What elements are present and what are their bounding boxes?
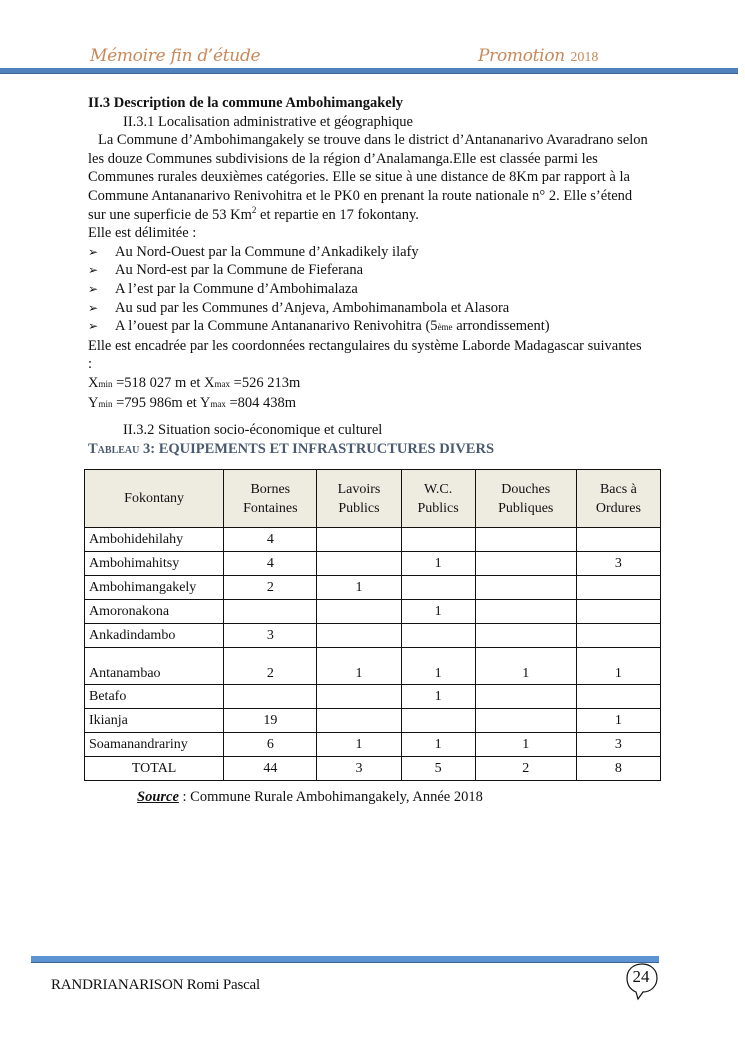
equipment-table: [84, 469, 661, 781]
arrow-bullet-icon: ➢: [88, 244, 99, 259]
header-right-title: [478, 46, 598, 66]
table-row: Ankadindambo 3: [85, 624, 661, 648]
list-item: ➢ Au sud par les Communes d’Anjeva, Ambohimanambola et Alasora: [88, 299, 510, 316]
delimited-intro: Elle est délimitée :: [88, 225, 197, 242]
column-header: Lavoirs Publics: [317, 470, 401, 528]
table-total-row: TOTAL 44 3 5 2 8: [85, 757, 661, 781]
coordinates-x: Xmin =518 027 m et Xmax =526 213m: [88, 374, 301, 391]
arrow-bullet-icon: ➢: [88, 281, 99, 296]
footer-author: RANDRIANARISON Romi Pascal: [51, 977, 260, 993]
column-header: W.C. Publics: [401, 470, 475, 528]
paragraph-localisation: La Commune d’Ambohimangakely se trouve dans le district d’Antananarivo Avaradrano selon les douze Communes subdivisions de la région d’Analamanga.Elle est classée parmi les Communes rurales deuxièmes catégories. Elle se situe à une distance de 8Km par rapport à la Commune Antananarivo Renivohitra et le PK0 en prenant la route nationale n° 2. Elle s’étend sur une superficie de 53 Km$^2$ et repartie en 17 fokontany.: [88, 132, 648, 223]
table-row: Ambohimahitsy 4 1 3: [85, 552, 661, 576]
column-header: Douches Publiques: [475, 470, 576, 528]
table-row: Soamanandrariny 6 1 1 1 3: [85, 733, 661, 757]
table-caption: Tableau 3: EQUIPEMENTS ET INFRASTRUCTURES DIVERS: [88, 440, 495, 457]
footer-rule: [31, 956, 659, 963]
list-item: ➢ A l’est par la Commune d’Ambohimalaza: [88, 280, 358, 297]
table-row: Ambohimangakely 2 1: [85, 576, 661, 600]
table-header-row: [85, 470, 661, 528]
column-header: Bornes Fontaines: [224, 470, 317, 528]
table-row: Betafo 1: [85, 685, 661, 709]
coordinates-intro: Elle est encadrée par les coordonnées rectangulaires du système Laborde Madagascar suivantes :: [88, 337, 642, 373]
header-rule: [0, 68, 738, 74]
header-year: 2018: [570, 50, 599, 65]
table-row: Ambohidehilahy 4: [85, 528, 661, 552]
page-number-badge: [626, 963, 656, 995]
table-row: Ikianja 19 1: [85, 709, 661, 733]
list-item: ➢ Au Nord-Ouest par la Commune d’Ankadikely ilafy: [88, 243, 419, 260]
subheading-localisation: II.3.1 Localisation administrative et géographique: [123, 113, 413, 130]
list-item: ➢ A l’ouest par la Commune Antananarivo Renivohitra (5ème arrondissement): [88, 318, 550, 335]
list-item: ➢ Au Nord-est par la Commune de Fieferana: [88, 262, 364, 279]
coordinates-y: Ymin =795 986m et Ymax =804 438m: [88, 394, 297, 411]
column-header: Fokontany: [85, 470, 224, 528]
column-header: Bacs à Ordures: [576, 470, 660, 528]
subheading-socio-economique: II.3.2 Situation socio-économique et culturel: [123, 422, 383, 439]
document-body: [88, 94, 648, 458]
header-left-title: Mémoire fin d’étude: [90, 46, 261, 66]
table-row: Antanambao 2 1 1 1 1: [85, 648, 661, 685]
arrow-bullet-icon: ➢: [88, 300, 99, 315]
page-number: 24: [632, 967, 650, 986]
table-source: Source : Commune Rurale Ambohimangakely, Année 2018: [137, 789, 483, 805]
table-row: Amoronakona 1: [85, 600, 661, 624]
header-promotion: Promotion: [478, 46, 565, 66]
section-heading: II.3 Description de la commune Ambohimangakely: [88, 95, 403, 111]
boundary-list: [88, 243, 648, 337]
arrow-bullet-icon: ➢: [88, 319, 99, 334]
arrow-bullet-icon: ➢: [88, 263, 99, 278]
